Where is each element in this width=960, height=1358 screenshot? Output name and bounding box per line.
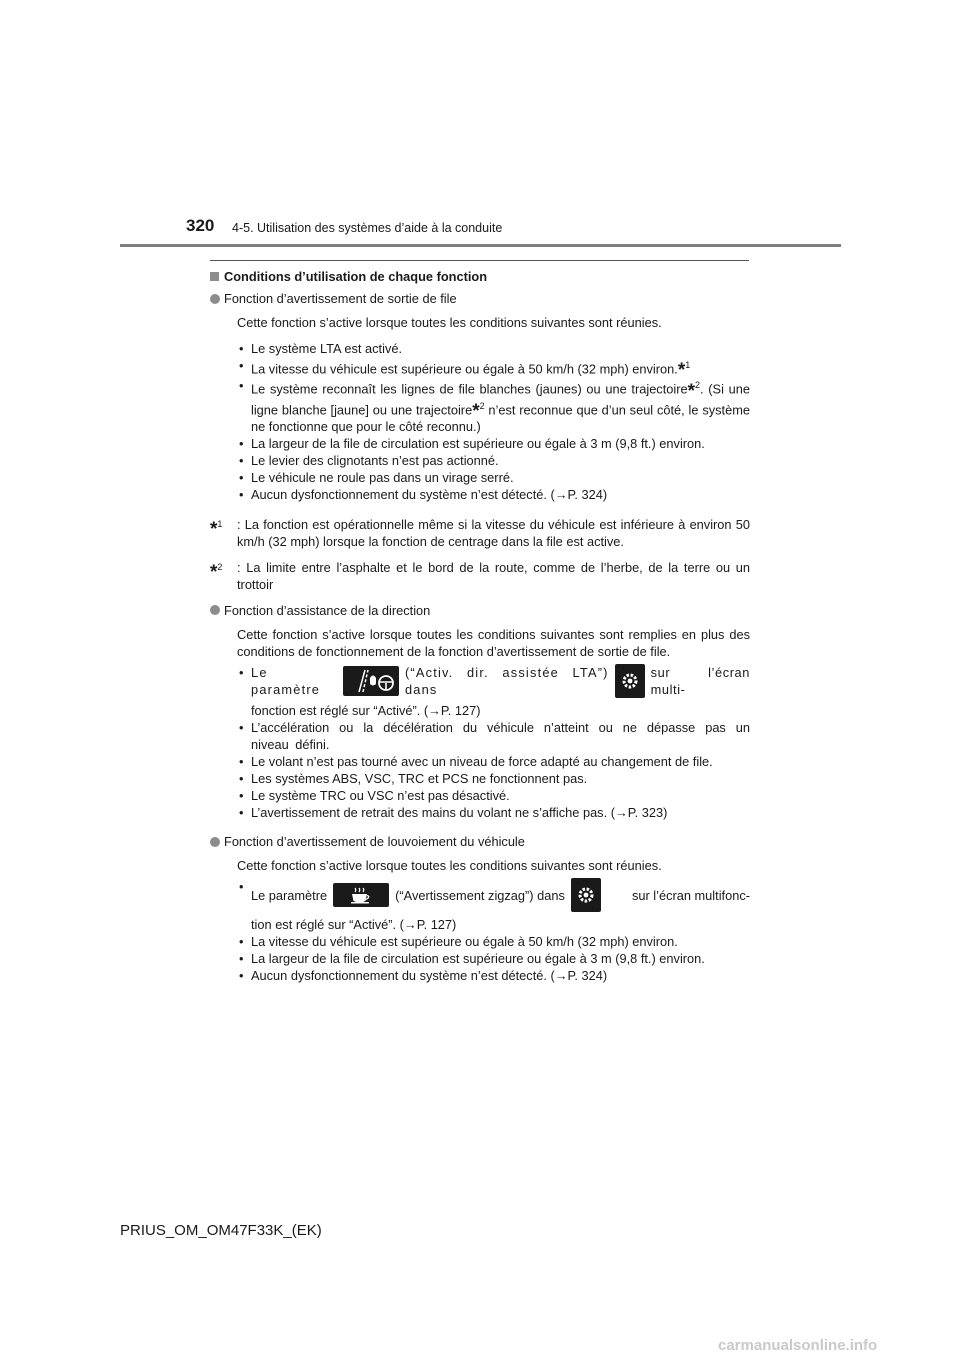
list-item: • Aucun dysfonctionnement du système n’est détecté. (→P. 324) [237,967,750,984]
settings-gear-icon [615,664,645,698]
page-number: 320 [186,216,215,235]
content-rule [210,260,749,261]
f1-intro: Cette fonction s’active lorsque toutes les conditions suivantes sont réunies. [237,315,662,330]
circle-bullet-icon [210,837,220,847]
lta-steering-icon [343,666,399,696]
f2-intro: Cette fonction s’active lorsque toutes les conditions suivantes sont remplies en plus des conditions de fonctionnement de la fonction d’avertissement de sortie de file. [237,626,750,659]
f3-intro: Cette fonction s’active lorsque toutes les conditions suivantes sont réunies. [237,858,662,874]
header-rule [120,244,841,247]
settings-gear-icon [571,878,601,912]
list-item: • La largeur de la file de circulation est supérieure ou égale à 3 m (9,8 ft.) environ. [237,435,750,452]
conditions-heading: Conditions d’utilisation de chaque fonction [210,268,750,285]
list-item: • Le système TRC ou VSC n’est pas désactivé. [237,787,750,804]
function-steering-assist: Fonction d’assistance de la direction [210,602,750,619]
list-item: • Le paramètre (“Activ. dir. assistée LTA”) dans sur l’écran multi- fonction est réglé sur “Activé”. (→P. 127) [237,664,750,719]
list-item: • Le système reconnaît les lignes de file blanches (jaunes) ou une trajectoire*$^2$. (Si une ligne blanche [jaune] ou une trajectoire*$^2$ n’est reconnue que d’un seul côté, le système ne fonctionne que pour le côté reconnu.) [237,377,750,435]
list-item: • Le levier des clignotants n’est pas actionné. [237,452,750,469]
coffee-cup-icon [333,883,389,907]
footnote-2: *$^2$ : La limite entre l’asphalte et le bord de la route, comme de l’herbe, de la terre ou un trottoir [210,559,750,592]
list-item: • Le système LTA est activé. [237,340,750,357]
content [210,268,750,997]
document-footer: PRIUS_OM_OM47F33K_(EK) [120,1222,322,1239]
circle-bullet-icon [210,294,220,304]
function-sway-warning: Fonction d’avertissement de louvoiement du véhicule [210,833,750,850]
watermark: carmanualsonline.info [718,1337,878,1354]
list-item: • Le véhicule ne roule pas dans un virage serré. [237,469,750,486]
circle-bullet-icon [210,605,220,615]
list-item: • Le volant n’est pas tourné avec un niveau de force adapté au changement de file. [237,753,750,770]
f1-conditions [237,340,750,503]
list-item: • L’avertissement de retrait des mains du volant ne s’affiche pas. (→P. 323) [237,804,750,821]
list-item: • Le paramètre (“Avertissement zigzag”) dans sur l’écran multifonc- tion est réglé sur “Activé”. (→P. 127) [237,878,750,933]
list-item: • La vitesse du véhicule est supérieure ou égale à 50 km/h (32 mph) environ.*$^1$ [237,357,750,377]
function-lane-departure-alert: Fonction d’avertissement de sortie de file [210,290,750,307]
list-item: • La largeur de la file de circulation est supérieure ou égale à 3 m (9,8 ft.) environ. [237,950,750,967]
f2-conditions [237,664,750,821]
f3-conditions [237,878,750,984]
section-title: 4-5. Utilisation des systèmes d’aide à la conduite [232,221,503,235]
footnote-1: *$^1$ : La fonction est opérationnelle même si la vitesse du véhicule est inférieure à environ 50 km/h (32 mph) lorsque la fonction de centrage dans la file est active. [210,516,750,549]
list-item: • L’accélération ou la décélération du véhicule n’atteint ou ne dépasse pas un niveau défini. [237,719,750,753]
list-item: • Aucun dysfonctionnement du système n’est détecté. (→P. 324) [237,486,750,503]
list-item: • Les systèmes ABS, VSC, TRC et PCS ne fonctionnent pas. [237,770,750,787]
list-item: • La vitesse du véhicule est supérieure ou égale à 50 km/h (32 mph) environ. [237,933,750,950]
square-bullet-icon [210,272,219,281]
